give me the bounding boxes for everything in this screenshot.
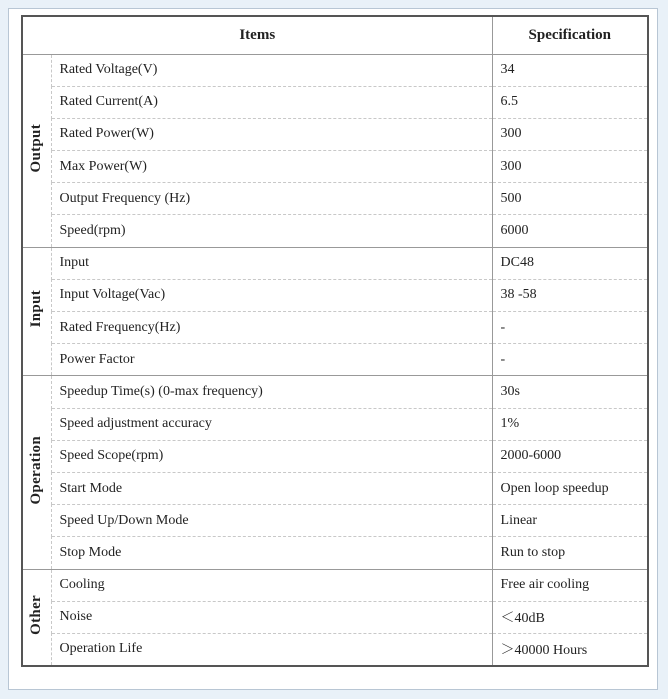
group-label-input xyxy=(22,247,51,376)
spec-cell: DC48 xyxy=(492,247,648,279)
item-cell: Speed Up/Down Mode xyxy=(51,505,492,537)
item-cell: Speedup Time(s) (0-max frequency) xyxy=(51,376,492,408)
item-cell: Rated Frequency(Hz) xyxy=(51,312,492,344)
table-row xyxy=(22,344,648,376)
table-row xyxy=(22,151,648,183)
spec-cell: 1% xyxy=(492,408,648,440)
spec-cell: - xyxy=(492,312,648,344)
table-body xyxy=(22,54,648,666)
table-row xyxy=(22,376,648,408)
spec-cell: ＜40dB xyxy=(492,601,648,633)
group-label-other xyxy=(22,569,51,666)
table-row xyxy=(22,472,648,504)
spec-cell: 34 xyxy=(492,54,648,86)
table-row xyxy=(22,247,648,279)
specification-header: Specification xyxy=(492,16,648,54)
table-row xyxy=(22,505,648,537)
spec-cell: Run to stop xyxy=(492,537,648,569)
table-row xyxy=(22,312,648,344)
spec-cell: ＞40000 Hours xyxy=(492,633,648,665)
item-cell: Rated Power(W) xyxy=(51,118,492,150)
table-row xyxy=(22,408,648,440)
table-row xyxy=(22,215,648,247)
table-row xyxy=(22,537,648,569)
spec-cell: 300 xyxy=(492,151,648,183)
item-cell: Noise xyxy=(51,601,492,633)
group-label-output xyxy=(22,54,51,247)
spec-table xyxy=(21,15,649,667)
group-label-operation xyxy=(22,376,51,569)
table-row xyxy=(22,601,648,633)
table-row xyxy=(22,54,648,86)
group-label-text: Operation xyxy=(28,435,45,505)
item-cell: Output Frequency (Hz) xyxy=(51,183,492,215)
table-header-row xyxy=(22,16,648,54)
spec-cell: 2000-6000 xyxy=(492,440,648,472)
spec-cell: 38 -58 xyxy=(492,279,648,311)
table-row xyxy=(22,183,648,215)
item-cell: Power Factor xyxy=(51,344,492,376)
item-cell: Rated Voltage(V) xyxy=(51,54,492,86)
item-cell: Operation Life xyxy=(51,633,492,665)
table-row xyxy=(22,633,648,665)
item-cell: Rated Current(A) xyxy=(51,86,492,118)
spec-cell: 30s xyxy=(492,376,648,408)
spec-cell: Linear xyxy=(492,505,648,537)
table-row xyxy=(22,569,648,601)
group-label-text: Other xyxy=(28,594,45,635)
item-cell: Speed Scope(rpm) xyxy=(51,440,492,472)
items-header: Items xyxy=(22,16,492,54)
item-cell: Start Mode xyxy=(51,472,492,504)
item-cell: Max Power(W) xyxy=(51,151,492,183)
item-cell: Stop Mode xyxy=(51,537,492,569)
page-frame xyxy=(8,8,658,690)
group-label-text: Input xyxy=(28,290,45,328)
spec-cell: Free air cooling xyxy=(492,569,648,601)
item-cell: Speed adjustment accuracy xyxy=(51,408,492,440)
spec-cell: 6000 xyxy=(492,215,648,247)
table-row xyxy=(22,118,648,150)
table-row xyxy=(22,279,648,311)
item-cell: Cooling xyxy=(51,569,492,601)
group-label-text: Output xyxy=(28,123,45,173)
spec-cell: 6.5 xyxy=(492,86,648,118)
spec-cell: 300 xyxy=(492,118,648,150)
item-cell: Input Voltage(Vac) xyxy=(51,279,492,311)
spec-cell: Open loop speedup xyxy=(492,472,648,504)
item-cell: Input xyxy=(51,247,492,279)
table-row xyxy=(22,440,648,472)
table-row xyxy=(22,86,648,118)
spec-cell: 500 xyxy=(492,183,648,215)
spec-cell: - xyxy=(492,344,648,376)
item-cell: Speed(rpm) xyxy=(51,215,492,247)
